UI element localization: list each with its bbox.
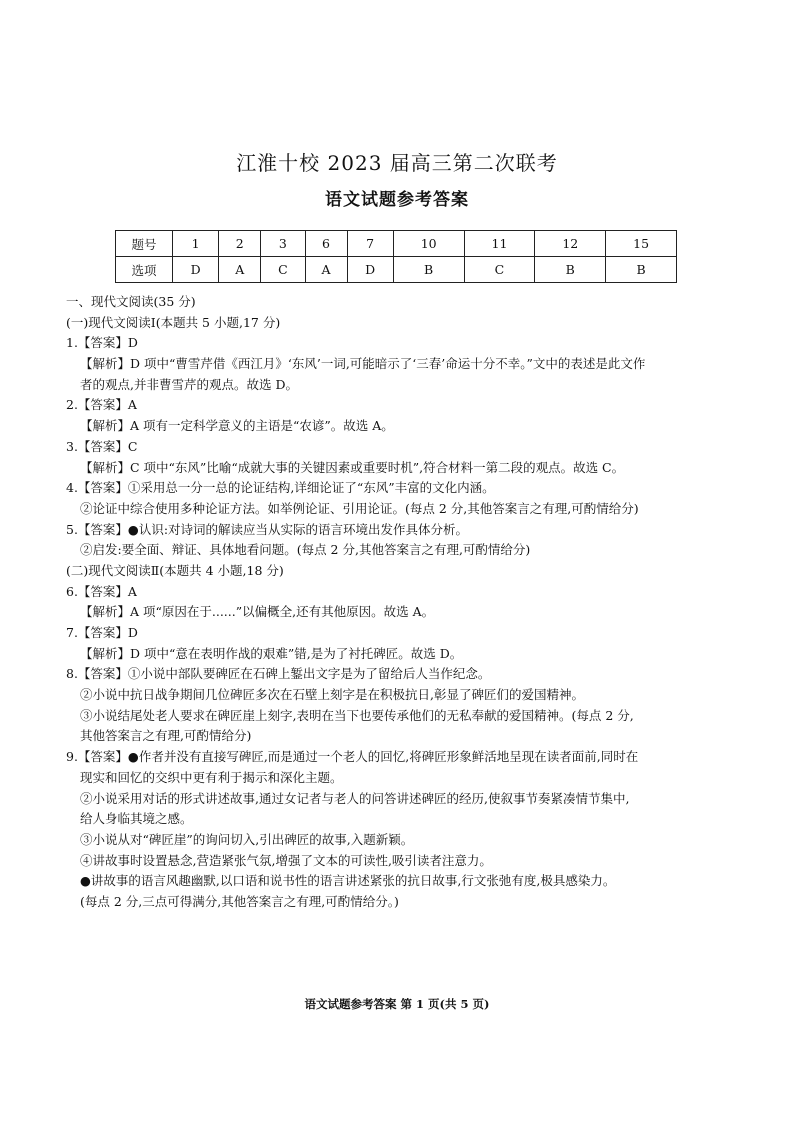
table-cell: C: [261, 257, 305, 283]
answer-line: 1.【答案】D: [66, 335, 138, 351]
table-row: [116, 257, 677, 283]
answer-line: 9.【答案】●作者并没有直接写碑匠,而是通过一个老人的回忆,将碑匠形象鲜活地呈现在读者面前,同时在: [66, 749, 639, 765]
table-row: [116, 231, 677, 257]
answer-point: 其他答案言之有理,可酌情给分): [80, 728, 252, 744]
answer-content: [66, 292, 730, 913]
page-footer: 语文试题参考答案 第 1 页(共 5 页): [304, 997, 490, 1011]
answer-line: 5.【答案】●认识:对诗词的解读应当从实际的语言环境出发作具体分析。: [66, 521, 469, 537]
table-cell: 1: [173, 231, 219, 257]
analysis-line: 【解析】A 项“原因在于......”以偏概全,还有其他原因。故选 A。: [80, 604, 435, 620]
table-cell: 15: [606, 231, 677, 257]
section-heading: 一、现代文阅读(35 分): [66, 294, 196, 309]
answer-point: ②小说采用对话的形式讲述故事,通过女记者与老人的问答讲述碑匠的经历,使叙事节奏紧凑情节集中,: [80, 790, 630, 806]
answer-line: 3.【答案】C: [66, 438, 138, 454]
table-cell: B: [535, 257, 606, 283]
answer-line: 2.【答案】A: [66, 397, 137, 413]
answer-point: ●讲故事的语言风趣幽默,以口语和说书性的语言讲述紧张的抗日故事,行文张弛有度,极具感染力。: [80, 873, 616, 889]
answer-line: 7.【答案】D: [66, 625, 138, 640]
table-cell: B: [606, 257, 677, 283]
table-cell: C: [464, 257, 535, 283]
table-cell: 3: [261, 231, 305, 257]
row-header-question-number: 题号: [116, 231, 173, 257]
answer-line: 8.【答案】①小说中部队要碑匠在石碑上錾出文字是为了留给后人当作纪念。: [66, 666, 491, 682]
answer-line: 4.【答案】①采用总一分一总的论证结构,详细论证了“东风”丰富的文化内涵。: [66, 480, 495, 496]
answer-point: 现实和回忆的交织中更有利于揭示和深化主题。: [80, 769, 343, 785]
answer-point: ②启发:要全面、辩证、具体地看问题。(每点 2 分,其他答案言之有理,可酌情给分): [80, 542, 531, 558]
subsection-heading: (二)现代文阅读Ⅱ(本题共 4 小题,18 分): [66, 562, 284, 578]
table-cell: B: [393, 257, 464, 283]
table-cell: 2: [219, 231, 261, 257]
answer-point: ③小说从对“碑匠崖”的询问切入,引出碑匠的故事,入题新颖。: [80, 831, 414, 847]
answer-line: 6.【答案】A: [66, 583, 137, 599]
page-title: 江淮十校 2023 届高三第二次联考: [236, 151, 558, 175]
table-cell: D: [347, 257, 393, 283]
analysis-line: 【解析】A 项有一定科学意义的主语是“农谚”。故选 A。: [80, 418, 394, 434]
answer-point: 给人身临其境之感。: [80, 811, 193, 827]
answer-point: ④讲故事时设置悬念,营造紧张气氛,增强了文本的可读性,吸引读者注意力。: [80, 852, 492, 868]
table-cell: 12: [535, 231, 606, 257]
table-cell: 10: [393, 231, 464, 257]
analysis-line: 者的观点,并非曹雪芹的观点。故选 D。: [80, 376, 298, 392]
subsection-heading: (一)现代文阅读Ⅰ(本题共 5 小题,17 分): [66, 314, 281, 330]
table-cell: 11: [464, 231, 535, 257]
table-cell: D: [173, 257, 219, 283]
analysis-line: 【解析】C 项中“东风”比喻“成就大事的关键因素或重要时机”,符合材料一第二段的观点。故选 C。: [80, 459, 625, 475]
answer-point: ③小说结尾处老人要求在碑匠崖上刻字,表明在当下也要传承他们的无私奉献的爱国精神。(每点 2 分,: [80, 707, 634, 723]
answer-point: (每点 2 分,三点可得满分,其他答案言之有理,可酌情给分。): [80, 893, 399, 909]
answer-point: ②小说中抗日战争期间几位碑匠多次在石壁上刻字是在积极抗日,彰显了碑匠们的爱国精神。: [80, 687, 584, 703]
analysis-line: 【解析】D 项中“曹雪芹借《西江月》‘东风’一词,可能暗示了‘三春’命运十分不幸。”文中的表述是此文作: [80, 356, 646, 372]
table-cell: A: [305, 257, 347, 283]
row-header-option: 选项: [116, 257, 173, 283]
page-subtitle: 语文试题参考答案: [325, 190, 469, 210]
answer-table: [115, 230, 677, 283]
table-cell: 7: [347, 231, 393, 257]
answer-point: ②论证中综合使用多种论证方法。如举例论证、引用论证。(每点 2 分,其他答案言之有理,可酌情给分): [80, 500, 639, 516]
table-cell: 6: [305, 231, 347, 257]
table-cell: A: [219, 257, 261, 283]
analysis-line: 【解析】D 项中“意在表明作战的艰难”错,是为了衬托碑匠。故选 D。: [80, 645, 463, 661]
